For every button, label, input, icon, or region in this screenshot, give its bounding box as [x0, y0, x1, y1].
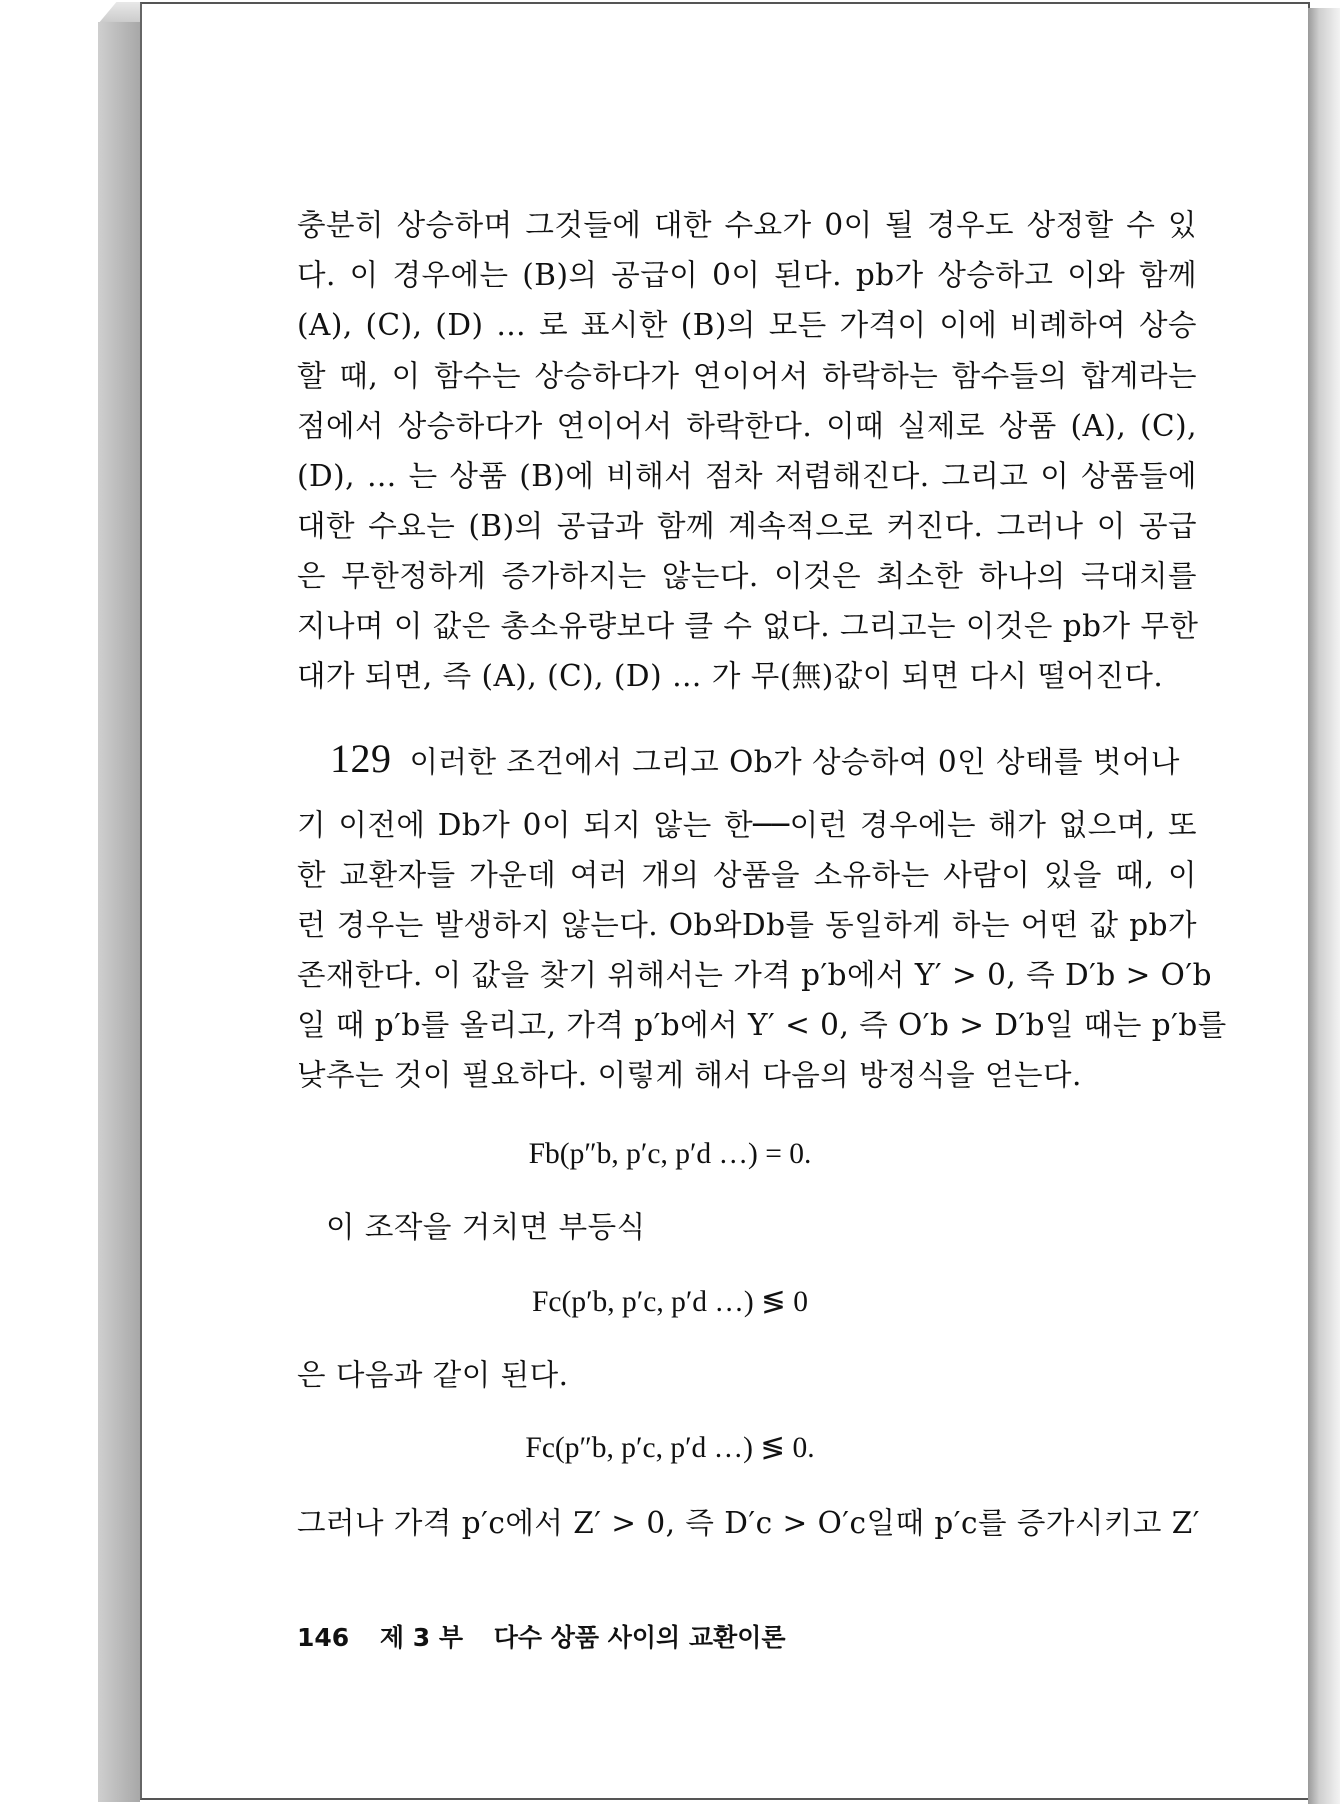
paragraph1-line-6: (D), … 는 상품 (B)에 비해서 점차 저렴해진다. 그리고 이 상품들에 — [297, 459, 1197, 493]
equation-1: Fb(p″b, p′c, p′d …) = 0. — [528, 1138, 812, 1170]
page-edge-shadow — [1308, 8, 1340, 1804]
paragraph3-line-1: 그러나 가격 p′c에서 Z′ > 0, 즉 D′c > O′c일때 p′c를 증가시키고 Z′ — [297, 1506, 1200, 1540]
paragraph1-line-8: 은 무한정하게 증가하지는 않는다. 이것은 최소한 하나의 극대치를 — [297, 559, 1197, 593]
paragraph2-line-2: 기 이전에 Db가 0이 되지 않는 한──이런 경우에는 해가 없으며, 또 — [297, 808, 1197, 842]
paragraph2-line-3: 한 교환자들 가운데 여러 개의 상품을 소유하는 사람이 있을 때, 이 — [297, 858, 1197, 892]
paragraph2-line-1 — [330, 736, 1210, 781]
paragraph1-line-7: 대한 수요는 (B)의 공급과 함께 계속적으로 커진다. 그러나 이 공급 — [297, 509, 1197, 543]
footer-part: 제 3 부 — [379, 1623, 464, 1652]
paragraph2-line-6: 일 때 p′b를 올리고, 가격 p′b에서 Y′ < 0, 즉 O′b > D′b일 때는 p′b를 — [297, 1008, 1227, 1042]
paragraph2-line-7: 낮추는 것이 필요하다. 이렇게 해서 다음의 방정식을 얻는다. — [297, 1058, 1082, 1092]
paragraph2-line-5: 존재한다. 이 값을 찾기 위해서는 가격 p′b에서 Y′ > 0, 즉 D′b > O′b — [297, 958, 1212, 992]
paragraph2-line-1-text: 이러한 조건에서 그리고 Ob가 상승하여 0인 상태를 벗어나 — [409, 745, 1180, 779]
paragraph1-line-5: 점에서 상승하다가 연이어서 하락한다. 이때 실제로 상품 (A), (C), — [297, 409, 1197, 443]
page-footer — [297, 1618, 808, 1654]
paragraph1-line-2: 다. 이 경우에는 (B)의 공급이 0이 된다. pb가 상승하고 이와 함께 — [297, 258, 1197, 292]
footer-part-title: 다수 상품 사이의 교환이론 — [493, 1623, 786, 1652]
paragraph1-line-1: 충분히 상승하며 그것들에 대한 수요가 0이 될 경우도 상정할 수 있 — [297, 208, 1197, 242]
text-after-equation-2: 은 다음과 같이 된다. — [297, 1358, 569, 1392]
paragraph1-line-3: (A), (C), (D) … 로 표시한 (B)의 모든 가격이 이에 비례하여 상승 — [297, 308, 1197, 342]
page-number: 146 — [297, 1623, 350, 1652]
paragraph1-line-4: 할 때, 이 함수는 상승하다가 연이어서 하락하는 함수들의 합계라는 — [297, 359, 1197, 393]
equation-2: Fc(p′b, p′c, p′d …) ≶ 0 — [532, 1286, 808, 1318]
paragraph2-line-4: 런 경우는 발생하지 않는다. Ob와Db를 동일하게 하는 어떤 값 pb가 — [297, 908, 1197, 942]
paragraph1-line-10: 대가 되면, 즉 (A), (C), (D) … 가 무(無)값이 되면 다시 떨어진다. — [297, 659, 1164, 693]
text-after-equation-1: 이 조작을 거치면 부등식 — [326, 1210, 646, 1244]
paragraph1-line-9: 지나며 이 값은 총소유량보다 클 수 없다. 그리고는 이것은 pb가 무한 — [297, 609, 1199, 643]
section-number: 129 — [330, 736, 392, 781]
book-spine — [98, 22, 140, 1802]
book-spine-top — [98, 2, 144, 24]
equation-3: Fc(p″b, p′c, p′d …) ≶ 0. — [525, 1432, 815, 1464]
